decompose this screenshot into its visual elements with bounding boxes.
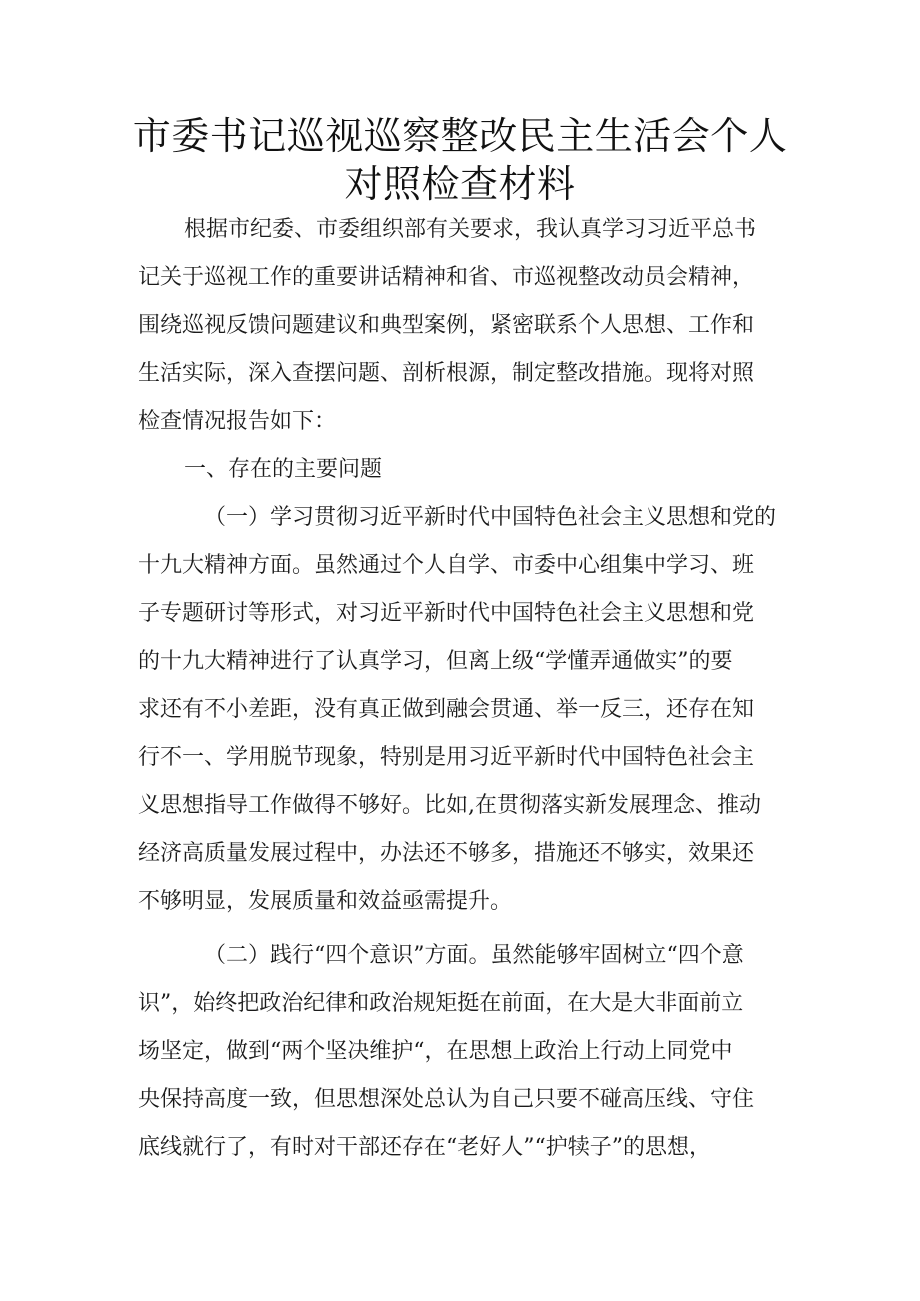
- intro-paragraph: [138, 206, 790, 446]
- section-1-heading: 一、存在的主要问题: [184, 457, 383, 482]
- intro-line: 检查情况报告如下：: [138, 409, 337, 434]
- intro-line: 记关于巡视工作的重要讲话精神和省、市巡视整改动员会精神，: [138, 265, 755, 290]
- item-1-line: 十九大精神方面。虽然通过个人自学、市委中心组集中学习、班: [138, 553, 755, 578]
- item-2-line: （二）践行“四个意识”方面。虽然能够牢固树立“四个意: [204, 943, 744, 968]
- item-2-line: 场坚定，做到“两个坚决维护“，在思想上政治上行动上同党中: [138, 1039, 733, 1064]
- item-1-line: 行不一、学用脱节现象，特别是用习近平新时代中国特色社会主: [138, 745, 755, 770]
- item-1-line: 的十九大精神进行了认真学习，但离上级“学懂弄通做实”的要: [138, 649, 733, 674]
- intro-line: 根据市纪委、市委组织部有关要求，我认真学习习近平总书: [184, 217, 757, 242]
- intro-line: 生活实际，深入查摆问题、剖析根源，制定整改措施。现将对照: [138, 361, 755, 386]
- item-2-line: 央保持高度一致，但思想深处总认为自己只要不碰高压线、守住: [138, 1087, 755, 1112]
- document-title: [120, 112, 800, 208]
- document-body: [138, 206, 790, 1172]
- section-heading: [138, 446, 790, 494]
- item-2-paragraph: [138, 932, 790, 1172]
- item-1-line: 经济高质量发展过程中，办法还不够多，措施还不够实，效果还: [138, 841, 755, 866]
- item-1-line: （一）学习贯彻习近平新时代中国特色社会主义思想和党的: [204, 505, 777, 530]
- item-1-line: 不够明显，发展质量和效益亟需提升。: [138, 889, 513, 914]
- title-line-2: 对照检查材料: [344, 162, 576, 206]
- item-1-line: 义思想指导工作做得不够好。比如,在贯彻落实新发展理念、推动: [138, 793, 761, 818]
- intro-line: 围绕巡视反馈问题建议和典型案例，紧密联系个人思想、工作和: [138, 313, 755, 338]
- item-1-paragraph: [138, 494, 790, 926]
- item-1-line: 子专题研讨等形式，对习近平新时代中国特色社会主义思想和党: [138, 601, 755, 626]
- item-2-line: 识”，始终把政治纪律和政治规矩挺在前面，在大是大非面前立: [138, 991, 744, 1016]
- item-2-line: 底线就行了，有时对干部还存在“老好人”“护犊子”的思想，: [138, 1135, 711, 1160]
- item-1-line: 求还有不小差距，没有真正做到融会贯通、举一反三，还存在知: [138, 697, 755, 722]
- title-line-1: 市委书记巡视巡察整改民主生活会个人: [132, 114, 788, 158]
